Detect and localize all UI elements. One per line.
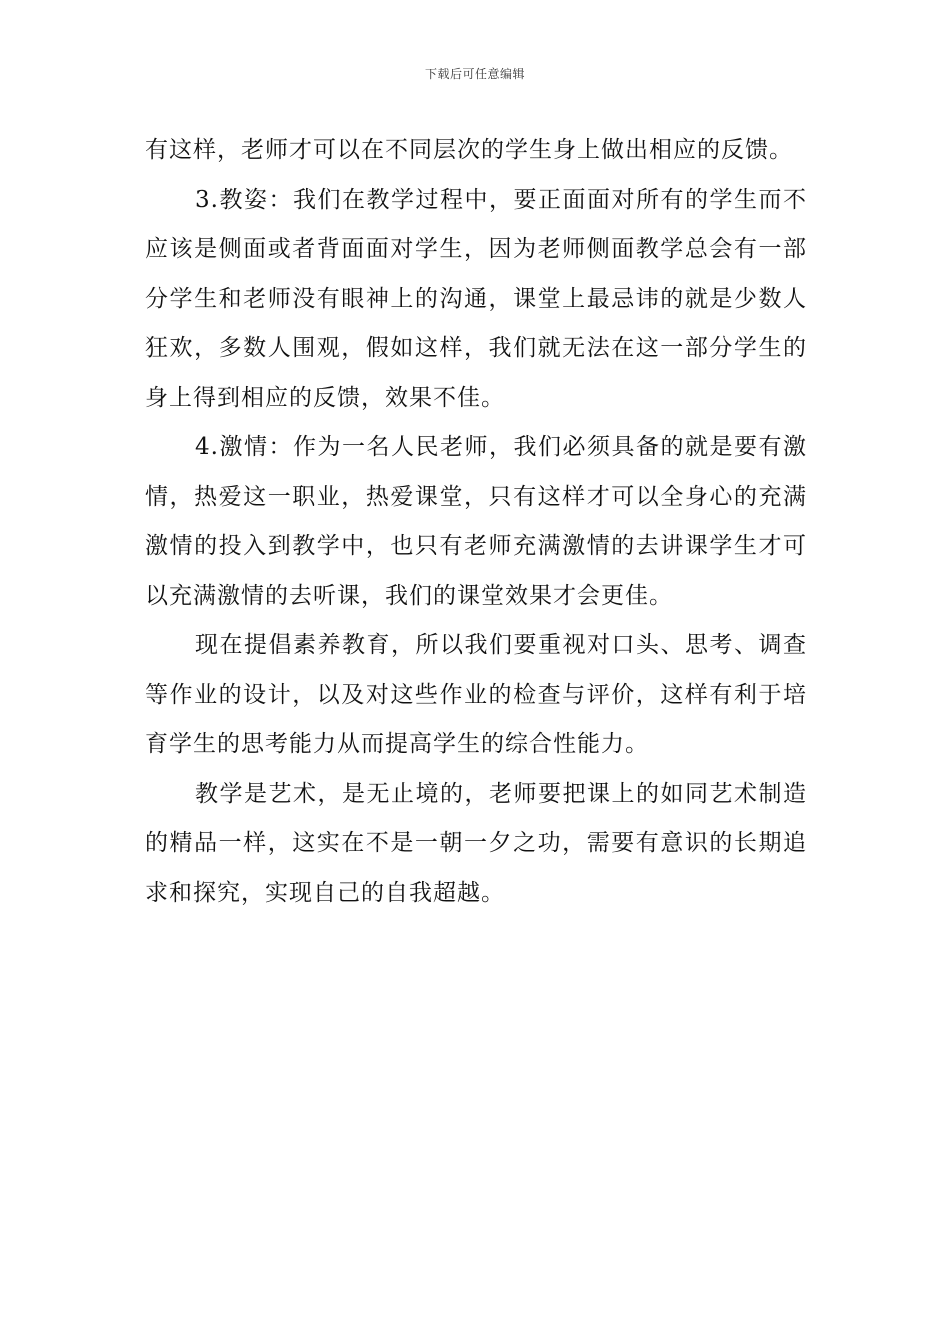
paragraph-1: 有这样，老师才可以在不同层次的学生身上做出相应的反馈。 bbox=[145, 137, 793, 163]
paragraph-3: 4.激情：作为一名人民老师，我们必须具备的就是要有激情，热爱这一职业，热爱课堂，只有这样才可以全身心的充满激情的投入到教学中，也只有老师充满激情的去讲课学生才可以充满激情的去听课，我们的课堂效果才会更佳。 bbox=[145, 434, 807, 609]
paragraph-5: 教学是艺术，是无止境的，老师要把课上的如同艺术制造的精品一样，这实在不是一朝一夕之功，需要有意识的长期追求和探究，实现自己的自我超越。 bbox=[145, 780, 807, 906]
document-body bbox=[145, 126, 807, 918]
paragraph-2: 3.教姿：我们在教学过程中，要正面面对所有的学生而不应该是侧面或者背面面对学生，因为老师侧面教学总会有一部分学生和老师没有眼神上的沟通，课堂上最忌讳的就是少数人狂欢，多数人围观，假如这样，我们就无法在这一部分学生的身上得到相应的反馈，效果不佳。 bbox=[145, 186, 807, 411]
paragraph-4: 现在提倡素养教育，所以我们要重视对口头、思考、调查等作业的设计，以及对这些作业的检查与评价，这样有利于培育学生的思考能力从而提高学生的综合性能力。 bbox=[145, 632, 807, 757]
page-header: 下载后可任意编辑 bbox=[424, 67, 525, 81]
